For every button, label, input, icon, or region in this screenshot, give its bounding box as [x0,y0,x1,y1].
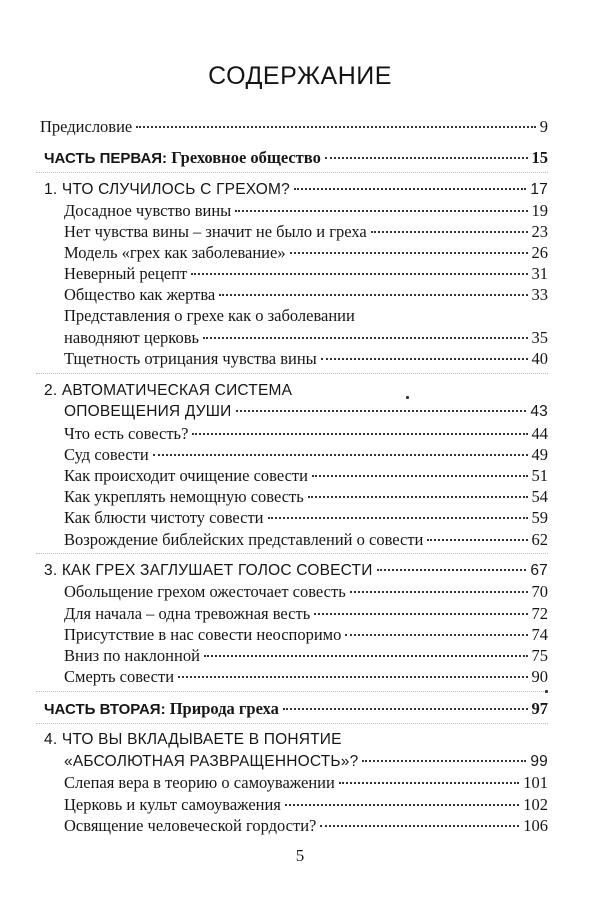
toc-chapter-4[interactable]: «АБСОЛЮТНАЯ РАЗВРАЩЕННОСТЬ»? 99 [64,753,548,770]
print-speck [545,690,548,693]
leader-dots [294,188,526,190]
toc-entry[interactable]: Тщетность отрицания чувства вины 40 [64,349,548,368]
toc-part-two[interactable] [44,699,548,720]
toc-entry[interactable]: Что есть совесть? 44 [64,424,548,443]
toc-part-one[interactable] [44,148,548,169]
toc-chapter-2[interactable]: ОПОВЕЩЕНИЯ ДУШИ 43 [64,403,548,420]
toc-entry[interactable]: Слепая вера в теорию о самоуважении 101 [64,773,548,792]
leader-dots [136,126,536,128]
toc-entry[interactable]: Модель «грех как заболевание» 26 [64,243,548,262]
toc-entry[interactable]: Смерть совести 90 [64,667,548,686]
page-ref: 43 [530,403,548,420]
toc-chapter-1[interactable]: 1. ЧТО СЛУЧИЛОСЬ С ГРЕХОМ? 17 [44,181,548,198]
separator [36,553,548,554]
page-title: СОДЕРЖАНИЕ [208,62,392,90]
print-speck [406,396,409,399]
toc-entry[interactable]: Досадное чувство вины 19 [64,201,548,220]
leader-dots [236,410,527,412]
separator [36,373,548,374]
part-label: ЧАСТЬ ПЕРВАЯ: [44,150,168,167]
part-label: ЧАСТЬ ВТОРАЯ: [44,701,166,718]
toc-entry[interactable]: Общество как жертва 33 [64,285,548,304]
page-ref: 15 [531,148,548,167]
toc-entry[interactable]: Суд совести 49 [64,445,548,464]
toc-entry-line[interactable]: Представления о грехе как о заболевании [64,306,355,325]
separator [36,723,548,724]
toc-entry[interactable]: Для начала – одна тревожная весть 72 [64,604,548,623]
page-ref: 67 [530,562,548,579]
toc-chapter-4-line1[interactable]: 4. ЧТО ВЫ ВКЛАДЫВАЕТЕ В ПОНЯТИЕ [44,731,342,748]
part-title: Природа греха [169,699,279,718]
page-number: 5 [295,846,305,865]
toc-entry[interactable]: Вниз по наклонной 75 [64,646,548,665]
leader-dots [362,760,526,762]
leader-dots [283,708,528,710]
toc-entry[interactable]: Церковь и культ самоуважения 102 [64,795,548,814]
toc-entry-foreword[interactable]: Предисловие 9 [40,117,548,136]
toc-chapter-3[interactable]: 3. КАК ГРЕХ ЗАГЛУШАЕТ ГОЛОС СОВЕСТИ 67 [44,562,548,579]
page-ref: 99 [530,753,548,770]
page-ref: 9 [539,117,548,136]
toc-entry[interactable]: Как укреплять немощную совесть 54 [64,487,548,506]
page-ref: 17 [530,181,548,198]
toc-entry[interactable]: Как блюсти чистоту совести 59 [64,508,548,527]
part-title: Греховное общество [171,148,321,167]
toc-entry[interactable]: наводняют церковь 35 [64,328,548,347]
separator [36,172,548,173]
toc-entry[interactable]: Нет чувства вины – значит не было и греха 23 [64,222,548,241]
toc-entry[interactable]: Обольщение грехом ожесточает совесть 70 [64,582,548,601]
toc-entry[interactable]: Присутствие в нас совести неоспоримо 74 [64,625,548,644]
page-ref: 97 [531,699,548,718]
toc-entry[interactable]: Как происходит очищение совести 51 [64,466,548,485]
leader-dots [377,569,527,571]
toc-chapter-2-line1[interactable]: 2. АВТОМАТИЧЕСКАЯ СИСТЕМА [44,382,293,399]
separator [36,691,548,692]
toc-entry[interactable]: Освящение человеческой гордости? 106 [64,816,548,835]
toc-entry[interactable]: Возрождение библейских представлений о совести 62 [64,530,548,549]
leader-dots [325,157,528,159]
toc-entry[interactable]: Неверный рецепт 31 [64,264,548,283]
